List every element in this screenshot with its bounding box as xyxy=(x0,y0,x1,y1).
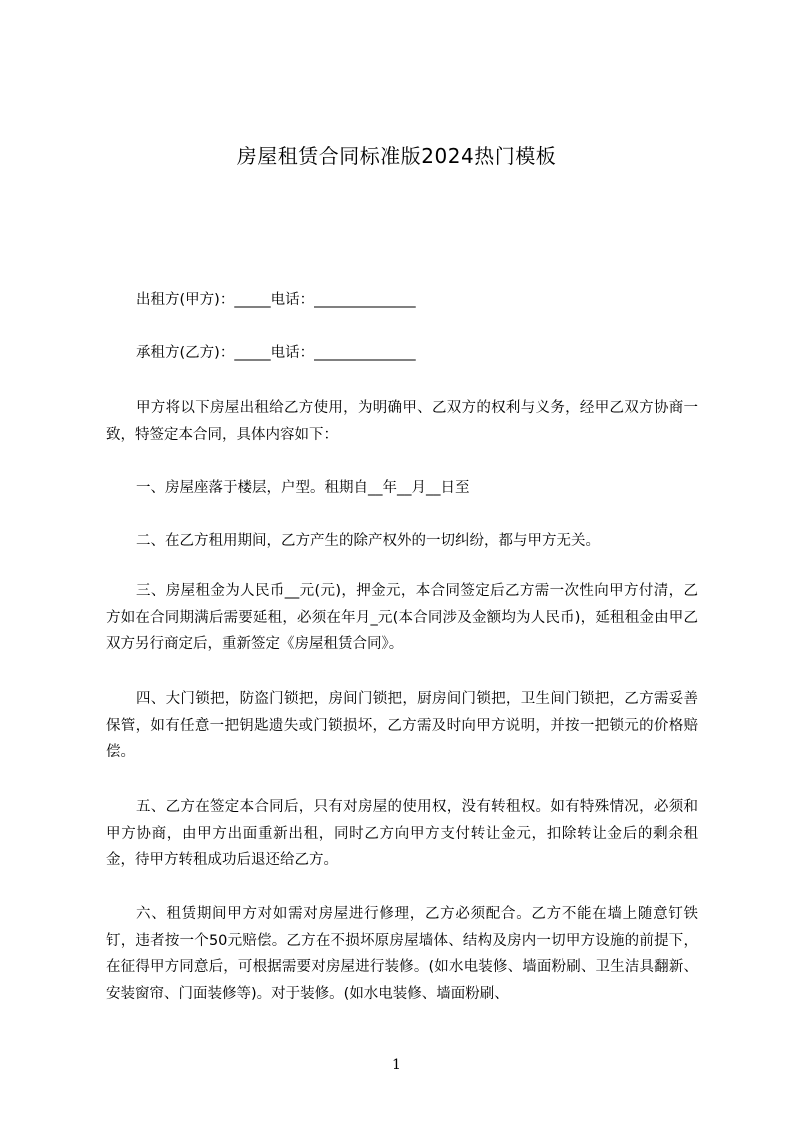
clause-6: 六、租赁期间甲方对如需对房屋进行修理，乙方必须配合。乙方不能在墙上随意钉铁钉，违者按一个50元赔偿。乙方在不损坏原房屋墙体、结构及房内一切甲方设施的前提下，在征得甲方同意后，可根据需要对房屋进行装修。(如水电装修、墙面粉刷、卫生洁具翻新、安装窗帘、门面装修等)。对于装修。(如水电装修、墙面粉刷、 xyxy=(106,906,698,1002)
clause-3: 三、房屋租金为人民币__元(元)，押金元，本合同签定后乙方需一次性向甲方付清，乙方如在合同期满后需要延租，必须在年月_元(本合同涉及金额均为人民币)，延租租金由甲乙双方另行商定后，重新签定《房屋租赁合同》。 xyxy=(106,583,698,652)
page-number: 1 xyxy=(392,1057,401,1073)
clause-5: 五、乙方在签定本合同后，只有对房屋的使用权，没有转租权。如有特殊情况，必须和甲方协商，由甲方出面重新出租，同时乙方向甲方支付转让金元，扣除转让金后的剩余租金，待甲方转租成功后退还给乙方。 xyxy=(106,799,698,868)
clause-4: 四、大门锁把，防盗门锁把，房间门锁把，厨房间门锁把，卫生间门锁把，乙方需妥善保管，如有任意一把钥匙遗失或门锁损坏，乙方需及时向甲方说明，并按一把锁元的价格赔偿。 xyxy=(106,691,698,760)
party-a-line: 出租方(甲方)：_____电话：______________ xyxy=(136,292,416,308)
intro-paragraph: 甲方将以下房屋出租给乙方使用，为明确甲、乙双方的权利与义务，经甲乙双方协商一致，特签定本合同，具体内容如下： xyxy=(106,400,698,443)
clause-2: 二、在乙方租用期间，乙方产生的除产权外的一切纠纷，都与甲方无关。 xyxy=(136,533,600,549)
clause-1: 一、房屋座落于楼层，户型。租期自__年__月__日至 xyxy=(136,480,470,496)
document-title: 房屋租赁合同标准版2024热门模板 xyxy=(236,144,557,168)
party-b-line: 承租方(乙方)：_____电话：______________ xyxy=(136,345,416,361)
